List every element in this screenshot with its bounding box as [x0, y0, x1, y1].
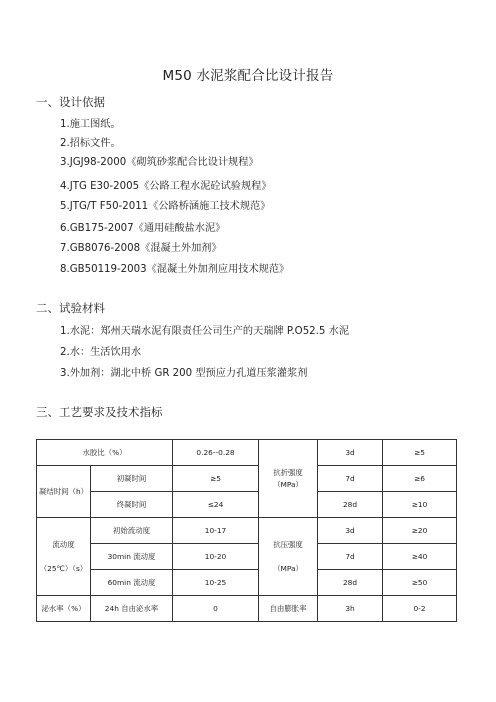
- free-expansion-label: 自由膨胀率: [259, 596, 318, 622]
- bleeding-sub-label: 24h 自由泌水率: [91, 596, 173, 622]
- section-heading-design-basis: 一、设计依据: [36, 95, 105, 109]
- compressive-strength-label: [259, 518, 318, 596]
- material-item: 3.外加剂：湖北中桥 GR 200 型预应力孔道压浆灌浆剂: [60, 368, 308, 379]
- fluidity-value: 10-20: [173, 544, 259, 570]
- design-basis-item: 6.GB175-2007《通用硅酸盐水泥》: [60, 223, 226, 234]
- fluidity-sub-label: 初始流动度: [91, 518, 173, 544]
- fluidity-sub-label: 60min 流动度: [91, 570, 173, 596]
- material-item: 2.水：生活饮用水: [60, 347, 142, 358]
- flexural-strength-label-line1: 抗折强度: [273, 467, 303, 477]
- design-basis-item: 4.JTG E30-2005《公路工程水泥砼试验规程》: [60, 181, 272, 192]
- fluidity-label-line1: 流动度: [52, 539, 75, 549]
- design-basis-item: 7.GB8076-2008《混凝土外加剂》: [60, 243, 222, 254]
- table-row: [37, 466, 457, 492]
- flexural-strength-label-line2: （MPa）: [273, 479, 303, 489]
- flexural-age: 3d: [318, 440, 383, 466]
- compressive-value: ≥40: [383, 544, 457, 570]
- material-item: 1.水泥：郑州天瑞水泥有限责任公司生产的天瑞牌 P.O52.5 水泥: [60, 326, 350, 337]
- design-basis-item: 8.GB50119-2003《混凝土外加剂应用技术规范》: [60, 264, 290, 275]
- design-basis-item: 3.JGJ98-2000《砌筑砂浆配合比设计规程》: [60, 157, 259, 168]
- table-row: [37, 518, 457, 544]
- compressive-value: ≥20: [383, 518, 457, 544]
- compressive-age: 3d: [318, 518, 383, 544]
- flexural-strength-label: [259, 440, 318, 518]
- fluidity-sub-label: 30min 流动度: [91, 544, 173, 570]
- compressive-age: 28d: [318, 570, 383, 596]
- table-row: [37, 492, 457, 518]
- section-heading-process-requirements: 三、工艺要求及技术指标: [36, 405, 163, 419]
- fluidity-label: [37, 518, 91, 596]
- flexural-value: ≥5: [383, 440, 457, 466]
- design-basis-item: 2.招标文件。: [60, 138, 121, 149]
- setting-time-label: 凝结时间（h）: [37, 466, 91, 518]
- fluidity-value: 10-17: [173, 518, 259, 544]
- flexural-value: ≥10: [383, 492, 457, 518]
- bleeding-rate-label: 泌水率（%）: [37, 596, 91, 622]
- table-row: [37, 596, 457, 622]
- compressive-strength-label-line2: （MPa）: [273, 563, 303, 573]
- report-title: M50 水泥浆配合比设计报告: [162, 68, 334, 84]
- flexural-age: 28d: [318, 492, 383, 518]
- water-cement-ratio-value: 0.26--0.28: [173, 440, 259, 466]
- compressive-value: ≥50: [383, 570, 457, 596]
- water-cement-ratio-label: 水胶比（%）: [37, 440, 173, 466]
- table-row: [37, 570, 457, 596]
- flexural-age: 7d: [318, 466, 383, 492]
- table-row: [37, 544, 457, 570]
- initial-set-label: 初凝时间: [91, 466, 173, 492]
- final-set-value: ≤24: [173, 492, 259, 518]
- bleeding-value: 0: [173, 596, 259, 622]
- fluidity-value: 10-25: [173, 570, 259, 596]
- table-row: [37, 440, 457, 466]
- section-heading-test-materials: 二、试验材料: [36, 301, 105, 315]
- compressive-strength-label-line1: 抗压强度: [273, 539, 303, 549]
- design-basis-item: 5.JTG/T F50-2011《公路桥涵施工技术规范》: [60, 201, 271, 212]
- initial-set-value: ≥5: [173, 466, 259, 492]
- final-set-label: 终凝时间: [91, 492, 173, 518]
- flexural-value: ≥6: [383, 466, 457, 492]
- compressive-age: 7d: [318, 544, 383, 570]
- design-basis-item: 1.施工图纸。: [60, 119, 121, 130]
- fluidity-label-line2: （25℃）（s）: [39, 563, 88, 573]
- free-expansion-age: 3h: [318, 596, 383, 622]
- technical-spec-table: [36, 439, 457, 622]
- free-expansion-value: 0-2: [383, 596, 457, 622]
